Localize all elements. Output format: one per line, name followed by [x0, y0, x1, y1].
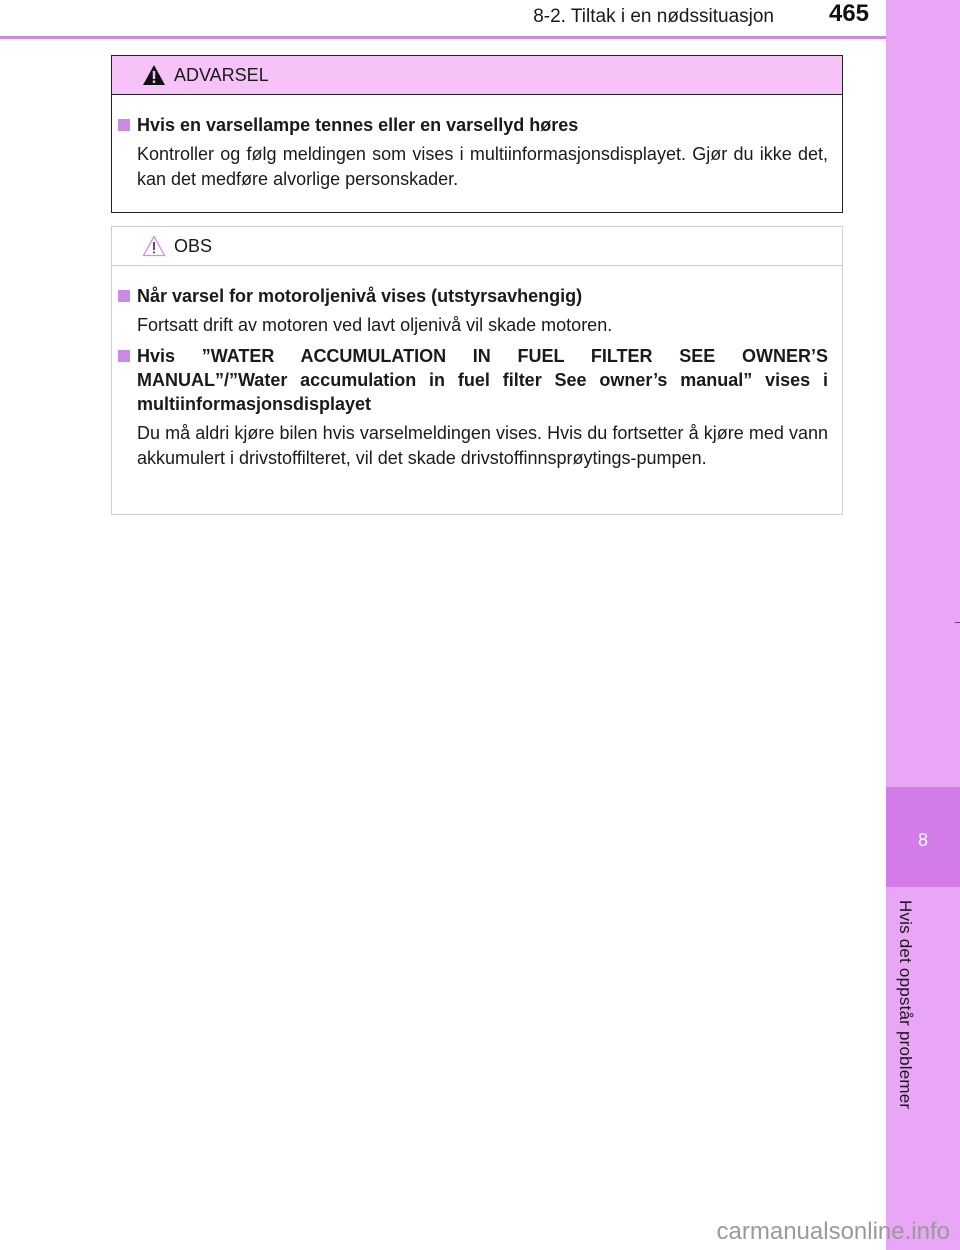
notice-box-body: [112, 266, 842, 471]
warning-box-body: [112, 95, 842, 192]
notice-box-header: [112, 227, 842, 266]
page-number: 465: [828, 0, 870, 27]
section-title: 8-2. Tiltak i en nødssituasjon: [533, 6, 774, 27]
notice-item-heading: Hvis ”WATER ACCUMULATION IN FUEL FILTER SEE OWNER’S MANUAL”/”Water accumulation in fuel filter See owner’s manual” vises i multiinformasjonsdisplayet: [118, 344, 828, 416]
square-bullet-icon: [118, 119, 130, 131]
warning-box-header: [112, 56, 842, 95]
warning-item-heading: Hvis en varsellampe tennes eller en varsellyd høres: [118, 113, 828, 137]
warning-item-text: Kontroller og følg meldingen som vises i multiinformasjonsdisplayet. Gjør du ikke det, kan det medføre alvorlige personskader.: [137, 144, 828, 189]
notice-box-title: OBS: [174, 235, 213, 256]
chapter-number: 8: [917, 830, 928, 850]
square-bullet-icon: [118, 350, 130, 362]
square-bullet-icon: [118, 290, 130, 302]
watermark: carmanualsonline.info: [716, 1218, 950, 1245]
warning-box-title: ADVARSEL: [174, 64, 269, 85]
chapter-title: Hvis det oppstår problemer: [896, 900, 915, 1110]
header-rule: [0, 36, 886, 39]
warning-triangle-icon: [142, 64, 166, 86]
warning-box: [111, 55, 843, 213]
notice-item-heading: Når varsel for motoroljenivå vises (utstyrsavhengig): [118, 284, 828, 308]
crop-mark: [955, 622, 960, 623]
warning-triangle-outline-icon: [142, 235, 166, 257]
notice-item-text: Fortsatt drift av motoren ved lavt oljenivå vil skade motoren.: [137, 315, 613, 335]
notice-box: [111, 226, 843, 515]
notice-item-text: Du må aldri kjøre bilen hvis varselmeldingen vises. Hvis du fortsetter å kjøre med vann akkumulert i drivstoffilteret, vil det skade drivstoffinnsprøytings-pumpen.: [137, 423, 828, 468]
